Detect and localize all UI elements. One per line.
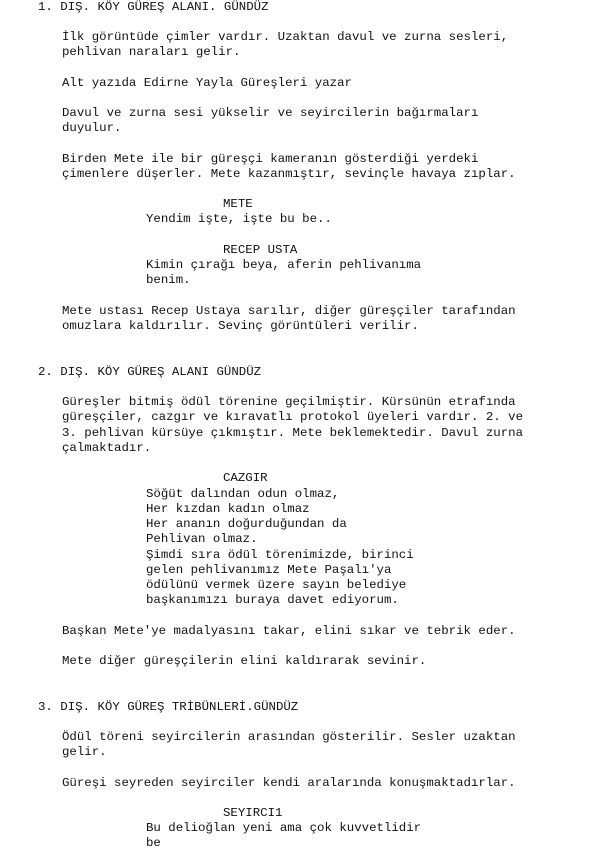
dialogue-cazgir-line-5: Şimdi sıra ödül törenimizde, birinci: [146, 548, 414, 562]
character-cazgir: CAZGIR: [223, 471, 268, 485]
dialogue-seyirci1-line-1: Bu delioğlan yeni ama çok kuvvetlidir: [146, 821, 422, 835]
scene-3-action-1-line-1: Ödül töreni seyircilerin arasından gösterilir. Sesler uzaktan: [62, 730, 516, 744]
scene-2-heading: 2. DIŞ. KÖY GÜREŞ ALANI GÜNDÜZ: [38, 365, 262, 379]
dialogue-cazgir-line-3: Her ananın doğurduğundan da: [146, 517, 347, 531]
dialogue-cazgir-line-6: gelen pehlivanımız Mete Paşalı'ya: [146, 563, 392, 577]
character-seyirci1: SEYIRCI1: [223, 806, 283, 820]
scene-1-action-4-line-2: çimenlere düşerler. Mete kazanmıştır, sevinçle havaya zıplar.: [62, 167, 516, 181]
scene-2-action-1-line-3: 3. pehlivan kürsüye çıkmıştır. Mete beklemektedir. Davul zurna: [62, 426, 524, 440]
scene-1-heading: 1. DIŞ. KÖY GÜREŞ ALANI. GÜNDÜZ: [38, 0, 269, 14]
scene-2-action-1-line-2: güreşçiler, cazgır ve kıravatlı protokol üyeleri vardır. 2. ve: [62, 410, 524, 424]
scene-1-action-3-line-2: duyulur.: [62, 121, 122, 135]
scene-1-action-3-line-1: Davul ve zurna sesi yükselir ve seyircilerin bağırmaları: [62, 106, 479, 120]
character-mete: METE: [223, 197, 253, 211]
scene-1-action-4-line-1: Birden Mete ile bir güreşçi kameranın gösterdiği yerdeki: [62, 152, 479, 166]
scene-2-action-1-line-1: Güreşler bitmiş ödül törenine geçilmiştir. Kürsünün etrafında: [62, 395, 516, 409]
dialogue-cazgir-line-1: Söğüt dalından odun olmaz,: [146, 487, 340, 501]
scene-2-action-1-line-4: çalmaktadır.: [62, 441, 152, 455]
dialogue-recep-line-1: Kimin çırağı beya, aferin pehlivanıma: [146, 258, 422, 272]
scene-1-action-5-line-1: Mete ustası Recep Ustaya sarılır, diğer güreşçiler tarafından: [62, 304, 516, 318]
scene-2-action-3: Mete diğer güreşçilerin elini kaldırarak sevinir.: [62, 654, 427, 668]
dialogue-cazgir-line-8: başkanımızı buraya davet ediyorum.: [146, 593, 399, 607]
scene-3-action-2: Güreşi seyreden seyirciler kendi aralarında konuşmaktadırlar.: [62, 776, 516, 790]
scene-2-action-2: Başkan Mete'ye madalyasını takar, elini sıkar ve tebrik eder.: [62, 624, 516, 638]
character-recep-usta: RECEP USTA: [223, 243, 298, 257]
dialogue-cazgir-line-4: Pehlivan olmaz.: [146, 532, 258, 546]
scene-3-heading: 3. DIŞ. KÖY GÜREŞ TRİBÜNLERİ.GÜNDÜZ: [38, 700, 299, 714]
dialogue-recep-line-2: benim.: [146, 273, 191, 287]
scene-1-action-5-line-2: omuzlara kaldırılır. Sevinç görüntüleri verilir.: [62, 319, 419, 333]
dialogue-cazgir-line-2: Her kızdan kadın olmaz: [146, 502, 310, 516]
scene-1-action-1-line-2: pehlivan naraları gelir.: [62, 45, 241, 59]
scene-1-action-2: Alt yazıda Edirne Yayla Güreşleri yazar: [62, 76, 352, 90]
dialogue-mete-line-1: Yendim işte, işte bu be..: [146, 212, 332, 226]
scene-3-action-1-line-2: gelir.: [62, 745, 107, 759]
dialogue-cazgir-line-7: ödülünü vermek üzere sayın belediye: [146, 578, 407, 592]
dialogue-seyirci1-line-2: be: [146, 836, 161, 850]
scene-1-action-1-line-1: İlk görüntüde çimler vardır. Uzaktan davul ve zurna sesleri,: [62, 30, 509, 44]
